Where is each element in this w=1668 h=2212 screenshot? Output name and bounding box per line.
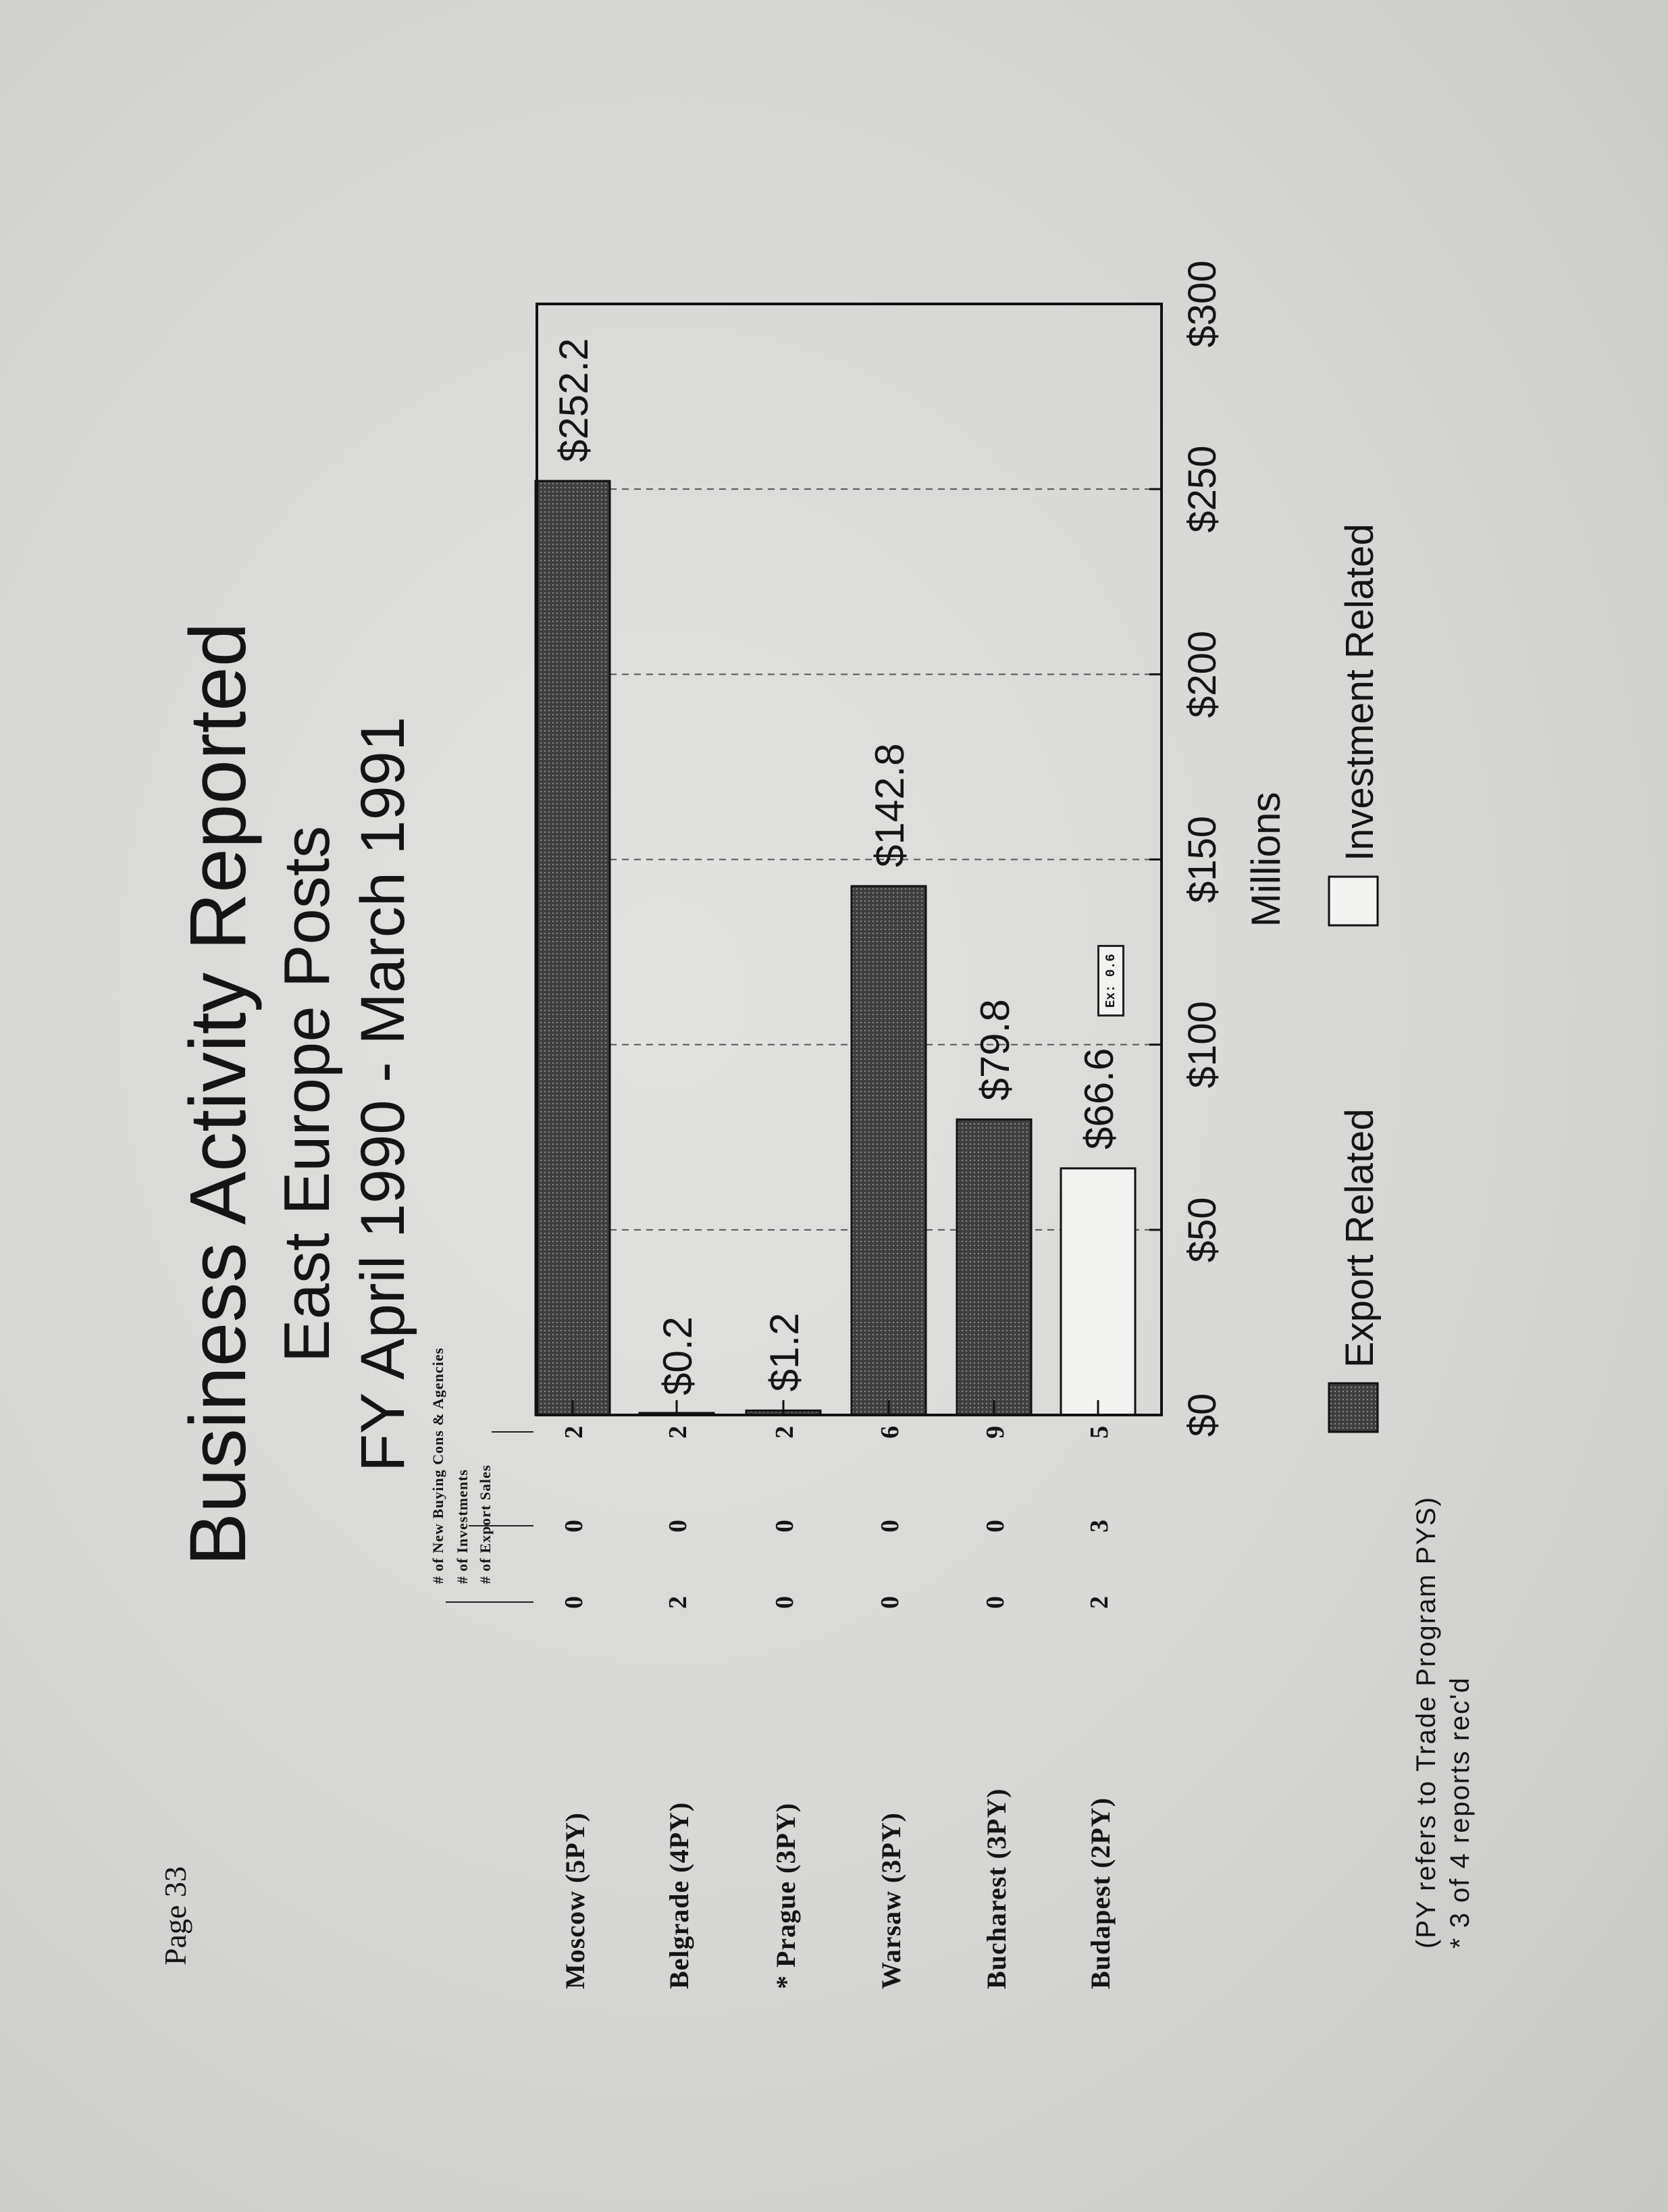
- x-axis-title: Millions: [1243, 792, 1288, 927]
- x-tick-label: $300: [1180, 260, 1224, 348]
- footnote-py: (PY refers to Trade Program PYS): [1411, 1495, 1441, 1949]
- page-number: Page 33: [158, 1866, 192, 1965]
- x-tick-label: $50: [1180, 1197, 1224, 1263]
- legend-swatch-export: [1329, 1383, 1378, 1432]
- count-cell: 0: [876, 1520, 904, 1533]
- annotation-box: Ex: 0.6: [1097, 945, 1124, 1017]
- bar: [1061, 1168, 1135, 1415]
- footnote-prague: * 3 of 4 reports rec'd: [1445, 1676, 1475, 1949]
- count-cell: 2: [664, 1426, 692, 1439]
- count-cell: 3: [1085, 1520, 1114, 1533]
- row-label-belgrade: Belgrade (4PY): [664, 1801, 694, 1989]
- bar: [536, 481, 610, 1415]
- count-cell: 9: [981, 1426, 1010, 1439]
- chart-period: FY April 1990 - March 1991: [348, 716, 417, 1472]
- data-label: $1.2: [762, 1312, 807, 1392]
- count-cell: 0: [981, 1520, 1010, 1533]
- count-cell: 2: [664, 1596, 692, 1609]
- count-cell: 0: [876, 1596, 904, 1609]
- bar: [852, 886, 926, 1415]
- count-cell: 0: [771, 1596, 799, 1609]
- legend-label-investment: Investment Related: [1338, 523, 1382, 861]
- row-label-bucharest: Bucharest (3PY): [981, 1788, 1012, 1989]
- row-label-moscow: Moscow (5PY): [560, 1812, 590, 1989]
- row-label-prague: * Prague (3PY): [771, 1802, 801, 1989]
- count-cell: 2: [1085, 1596, 1114, 1609]
- chart-title: Business Activity Reported: [174, 622, 263, 1566]
- count-cell: 2: [771, 1426, 799, 1439]
- data-label: $79.8: [972, 999, 1018, 1101]
- column-header-investments: # of Investments: [454, 1469, 471, 1584]
- bar: [957, 1119, 1031, 1415]
- count-cell: 0: [981, 1596, 1010, 1609]
- x-tick-label: $0: [1180, 1393, 1224, 1437]
- count-cell: 0: [771, 1520, 799, 1533]
- count-cell: 2: [560, 1426, 588, 1439]
- count-cell: 0: [560, 1596, 588, 1609]
- x-tick-label: $250: [1180, 445, 1224, 533]
- count-cell: 5: [1085, 1426, 1114, 1439]
- row-label-warsaw: Warsaw (3PY): [876, 1812, 906, 1989]
- data-label: $66.6: [1076, 1048, 1122, 1150]
- row-label-budapest: Budapest (2PY): [1085, 1797, 1116, 1989]
- chart-subtitle: East Europe Posts: [271, 825, 343, 1363]
- x-tick-label: $100: [1180, 1001, 1224, 1089]
- legend-swatch-investment: [1329, 877, 1378, 925]
- count-cell: 6: [876, 1426, 904, 1439]
- data-label: $142.8: [867, 743, 912, 867]
- x-tick-label: $150: [1180, 815, 1224, 904]
- x-tick-label: $200: [1180, 630, 1224, 718]
- legend-label-export: Export Related: [1338, 1108, 1382, 1368]
- column-header-buying: # of New Buying Cons & Agencies: [429, 1347, 446, 1584]
- count-cell: 0: [664, 1520, 692, 1533]
- data-label: $252.2: [551, 338, 596, 463]
- data-label: $0.2: [655, 1316, 700, 1395]
- count-cell: 0: [560, 1520, 588, 1533]
- column-header-export-sales: # of Export Sales: [477, 1464, 494, 1584]
